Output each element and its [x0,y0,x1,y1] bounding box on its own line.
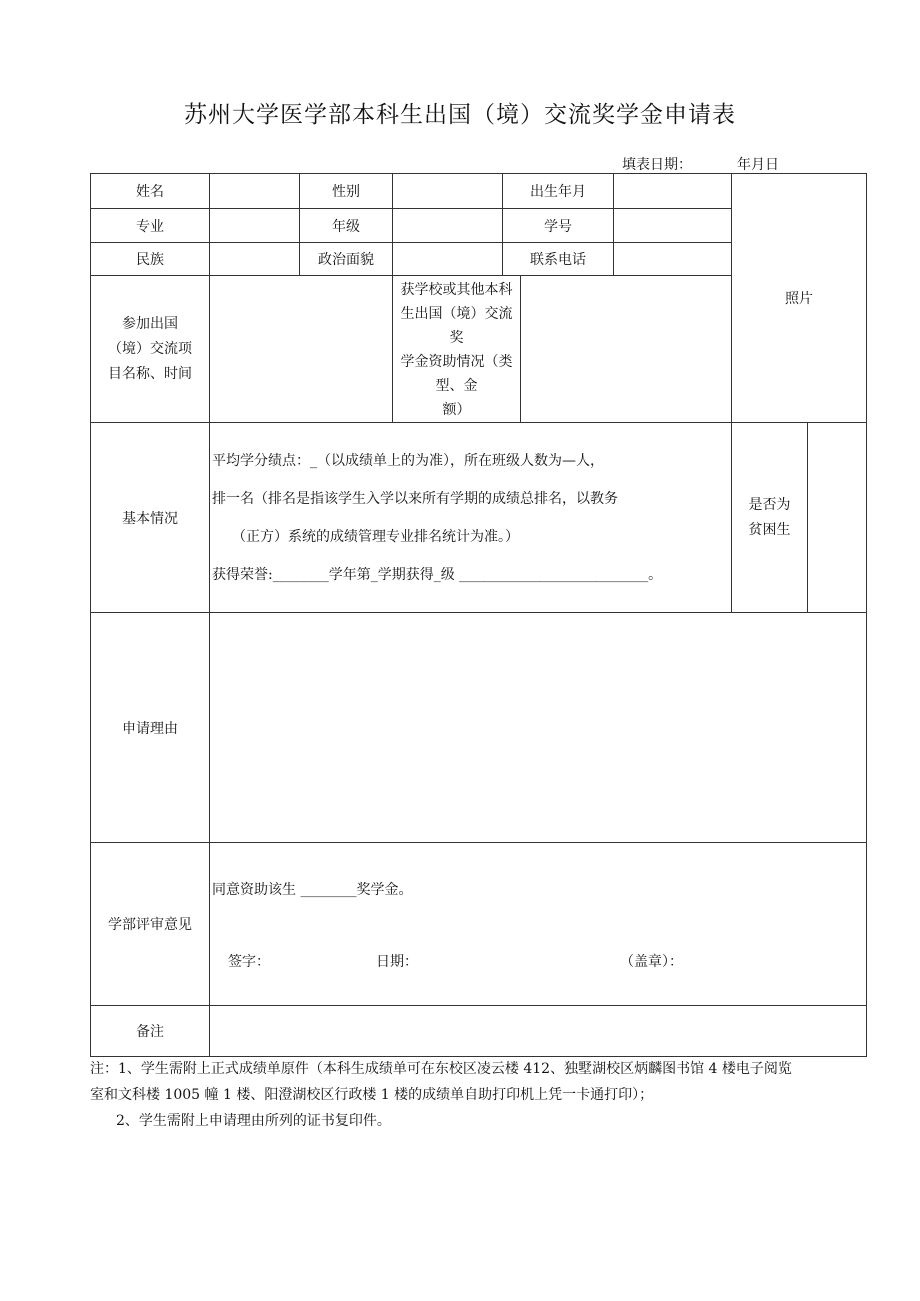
political-field[interactable] [393,243,503,276]
label-review: 学部评审意见 [91,843,210,1006]
basic-info-cell[interactable] [210,423,732,613]
label-poverty: 是否为 贫困生 [732,423,808,613]
major-field[interactable] [210,209,300,243]
label-student-id: 学号 [503,209,614,243]
notes [90,1056,850,1134]
review-sign-label: 签字： [228,954,270,970]
label-phone: 联系电话 [503,243,614,276]
label-political: 政治面貌 [300,243,393,276]
review-date-label: 日期： [376,954,418,970]
review-seal-label: （盖章）： [620,954,683,970]
program-field[interactable] [210,276,393,423]
label-grade: 年级 [300,209,393,243]
reason-field[interactable] [210,613,867,843]
fill-date-label: 填表日期： [622,157,692,173]
label-name: 姓名 [91,174,210,209]
gender-field[interactable] [393,174,503,209]
label-birth: 出生年月 [503,174,614,209]
note-line1: 注：1、学生需附上正式成绩单原件（本科生成绩单可在东校区凌云楼 412、独墅湖校区炳麟图书馆 4 楼电子阅览 [90,1061,792,1077]
fill-date-value: 年月日 [737,157,779,173]
poverty-field[interactable] [808,423,867,613]
label-program: 参加出国 （境）交流项 目名称、时间 [91,276,210,423]
review-agree-text: 同意资助该生 ________奖学金。 [212,882,413,898]
basic-info-line1: 平均学分绩点：_（以成绩单上的为准），所在班级人数为—人， [212,452,604,469]
remarks-field[interactable] [210,1006,867,1057]
basic-info-line4: 获得荣誉:________学年第_学期获得_级 ___________________________。 [212,566,663,583]
name-field[interactable] [210,174,300,209]
form-title: 苏州大学医学部本科生出国（境）交流奖学金申请表 [184,102,736,128]
basic-info-line3: （正方）系统的成绩管理专业排名统计为准。） [232,528,519,545]
label-gender: 性别 [300,174,393,209]
other-funding-field[interactable] [521,276,732,423]
note-line3: 2、学生需附上申请理由所列的证书复印件。 [116,1113,391,1129]
note-line2: 室和文科楼 1005 幢 1 楼、阳澄湖校区行政楼 1 楼的成绩单自助打印机上凭一卡通打印）； [90,1087,654,1103]
label-other-funding: 获学校或其他本科 生出国（境）交流 奖 学金资助情况（类 型、金 额） [393,276,521,423]
label-reason: 申请理由 [91,613,210,843]
grade-field[interactable] [393,209,503,243]
photo-cell[interactable]: 照片 [732,174,867,423]
label-remarks: 备注 [91,1006,210,1057]
label-major: 专业 [91,209,210,243]
ethnicity-field[interactable] [210,243,300,276]
phone-field[interactable] [614,243,732,276]
student-id-field[interactable] [614,209,732,243]
review-field[interactable] [210,843,867,1006]
label-basic: 基本情况 [91,423,210,613]
application-form-table [90,173,867,1057]
basic-info-line2: 排一名（排名是指该学生入学以来所有学期的成绩总排名，以教务 [212,490,618,507]
label-ethnicity: 民族 [91,243,210,276]
birth-field[interactable] [614,174,732,209]
